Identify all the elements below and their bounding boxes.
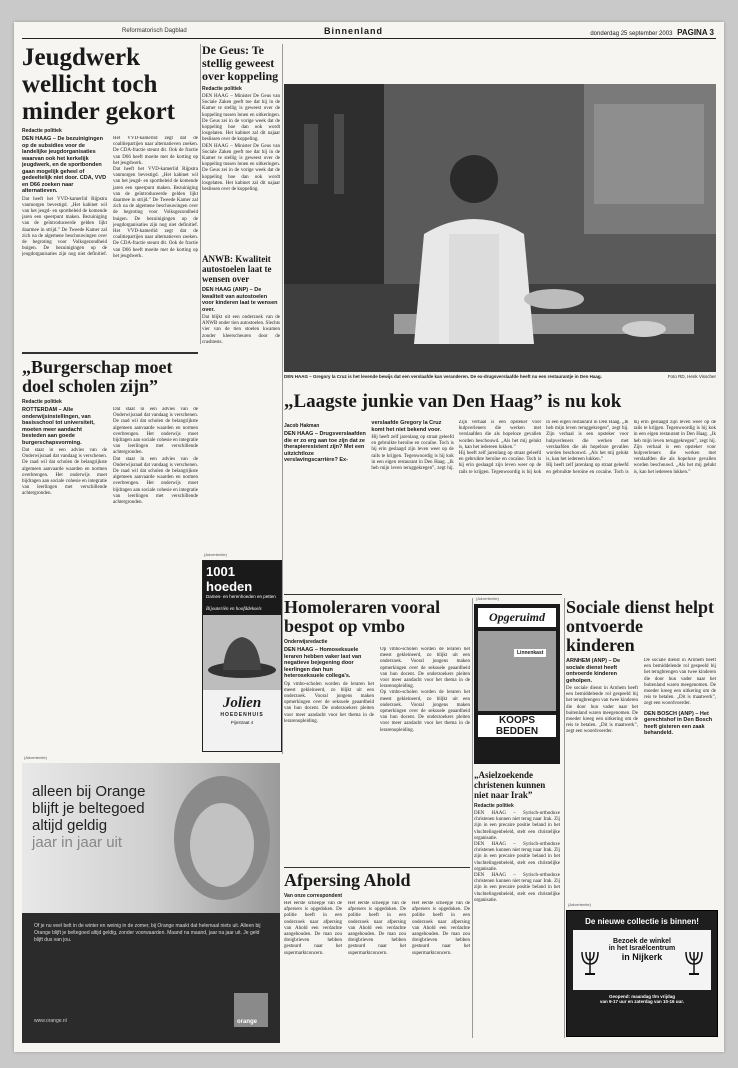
collection-ad-line3: in Nijkerk	[621, 952, 663, 962]
article-lead: DEN HAAG – Homoseksuele leraren hebben vaker last van negatieve bejegening door leerlingen dan hun heteroseksuele collega's.	[284, 647, 362, 679]
ad-tag: (Advertentie)	[204, 552, 227, 557]
cabinet-icon	[478, 631, 556, 711]
newspaper-page	[14, 22, 724, 1052]
menorah-icon	[579, 946, 601, 976]
orange-ad[interactable]	[22, 763, 280, 1043]
article-afpersing	[284, 871, 470, 1041]
article-byline: DEN HAAG (ANP) – De kwaliteit van autostoelen voor kinderen laat te wensen over.	[202, 287, 278, 313]
article-lead: DEN HAAG – De bezuinigingen op de subsidies voor de landelijke jeugdorganisaties waarvan ook het kerkelijk jeugdwerk, en de sportbonden gaan mogelijk geheel of gedeeltelijk niet door. CDA, VVD en D66 zoeken naar alternatieven.	[22, 136, 107, 194]
photo-credit: Foto RD, Henk Visscher	[667, 374, 716, 379]
chef-photo-illustration	[284, 84, 716, 372]
article-text: De sociale dienst in Arnhem heeft een bemiddelende rol gespeeld bij het terugbrengen van twee kinderen die door hun vader naar het buitenland waren meegenomen. De moeder kreeg een uitkering om de reis te betalen. „Dit is maatwerk”, zegt een woordvoerder.	[566, 686, 638, 735]
article-homoleraren	[284, 598, 470, 863]
article-text: Dat heeft het VVD-kamerlid Rijpstra vanmorgen bevestigd. „Het kabinet wil van het jeugd- en sportbeleid de komende jaren een speerpunt maken. Bezuiniging van de geïntroduceerde gelden lijkt daarmee in strijd.” De Tweede Kamer zal zich na de algemene beschouwingen over de begroting voor Volksgezondheid buigen. De bezuinigingen op de jeugdorganisaties zijn nog niet definitief. Het VVD-kamerlid zegt dat de coalitiepartijen naar alternatieven zoeken. De CDA-fractie steunt dit. Ook de fractie van D66 heeft moeite met de korting op het jeugdwerk.	[22, 136, 198, 258]
hats-ad-brand: Jolien	[222, 695, 262, 711]
article-byline: Jacob Hakman	[284, 423, 320, 429]
article-byline: Onderwijsredactie	[284, 639, 328, 645]
article-byline: Van onze correspondent	[284, 893, 343, 899]
orange-ad-line4: jaar in jaar uit	[32, 834, 123, 851]
orange-ad-line2: blijft je beltegoed	[32, 800, 145, 817]
collection-ad-line2: in het Israëlcentrum	[608, 945, 676, 952]
article-title: „Asielzoekende christenen kunnen niet naar Irak”	[474, 770, 546, 800]
article-title: De Geus: Te stellig geweest over koppeling	[202, 44, 279, 83]
column-rule	[200, 44, 201, 344]
article-burgerschap	[22, 358, 198, 750]
orange-ad-headline	[32, 783, 145, 851]
collection-ad-line1: Bezoek de winkel	[613, 938, 671, 945]
article-jeugdwerk	[22, 44, 198, 344]
article-title: Sociale dienst helpt ontvoerde kinderen	[566, 598, 715, 655]
article-text-continued: De sociale dienst in Arnhem heeft een bemiddelende rol gespeeld bij het terugbrengen van twee kinderen die door hun vader naar het buitenland waren meegenomen. De moeder kreeg een uitkering om de reis te betalen. „Dit is maatwerk”, zegt een woordvoerder.	[644, 658, 716, 707]
orange-ad-line3: altijd geldig	[32, 817, 108, 834]
date-text: donderdag 25 september 2003	[590, 31, 673, 37]
article-sociale-dienst	[566, 598, 716, 898]
collection-ad-title: De nieuwe collectie is binnen!	[585, 917, 699, 926]
article-body	[22, 136, 198, 341]
article-lead: ROTTERDAM – Alle onderwijsinstellingen, van basisschool tot universiteit, moeten meer aandacht besteden aan goede burgerschapsvorming.	[22, 407, 95, 446]
orange-logo	[234, 993, 268, 1027]
article-byline: Redactie politiek	[22, 128, 62, 134]
article-text-continued-2: Hij heeft zelf jarenlang op straat geleefd en gebruikte heroïne en cocaïne. Toch is hij erin geslaagd zijn leven weer op de rails te krijgen. Tegenwoordig is hij kok in een eigen restaurant in Den Haag. „Ik heb mijn leven teruggekregen”, zegt hij. Zijn verhaal is een opsteker voor hulpverleners die werken met verslaafden die als hopeloze gevallen worden beschouwd. „Als het mij gelukt is, kan het iedereen lukken.”	[546, 420, 716, 475]
article-text-continued: DEN HAAG – Syrisch-orthodoxe christenen kunnen niet terug naar Irak. Zij zijn in een precaire positie beland in het vluchtelingenbeleid, stelt een christelijke organisatie.	[474, 842, 560, 872]
article-text: Het eerste scheepje van de afpersers is opgedoken. De politie heeft in een onderzoek naar afpersing van Ahold een verdachte aangehouden. De man zou dreigbrieven hebben gestuurd naar het supermarktconcern.	[284, 901, 342, 956]
header-date	[590, 28, 714, 37]
article-byline: Redactie politiek	[22, 399, 62, 405]
book-ad-label: Linnenkast	[514, 649, 546, 657]
article-body	[284, 647, 470, 857]
article-de-geus	[202, 44, 280, 249]
menorah-icon	[683, 946, 705, 976]
article-laagste-junkie	[284, 420, 716, 588]
column-rule	[282, 44, 283, 754]
chef-photo	[284, 84, 716, 372]
article-text: Hij heeft zelf jarenlang op straat geleefd en gebruikte heroïne en cocaïne. Toch is hij erin geslaagd zijn leven weer op de rails te krijgen. Tegenwoordig is hij kok in een eigen restaurant in Den Haag. „Ik heb mijn leven teruggekregen”, zegt hij. Zijn verhaal is een opsteker voor hulpverleners die werken met verslaafden die als hopeloze gevallen worden beschouwd. „Als het mij gelukt is, kan het iedereen lukken.”	[371, 420, 542, 472]
section-title: Binnenland	[324, 26, 383, 36]
article-text: DEN HAAG – Minister De Geus van Sociale Zaken geeft toe dat hij in de Kamer te stellig is geweest over de koppeling tussen lonen en uitkeringen. De Geus zei in de vorige week dat de koppeling hoe dan ook wordt losgelaten. Het kabinet zal dit najaar beslissen over de koppeling.	[202, 94, 280, 143]
hats-ad-banner	[203, 561, 281, 615]
ad-tag: (Advertentie)	[568, 902, 591, 907]
column-rule	[472, 598, 473, 1038]
collection-ad-panel	[573, 930, 711, 990]
article-text-continued-2: Het eerste scheepje van de afpersers is opgedoken. De politie heeft in een onderzoek naar afpersing van Ahold een verdachte aangehouden. De man zou dreigbrieven hebben gestuurd naar het supermarktconcern.	[412, 901, 470, 956]
book-ad-brand2: KOOPS BEDDEN	[478, 715, 556, 737]
article-byline: Redactie politiek	[474, 803, 514, 809]
ad-tag: (Advertentie)	[476, 596, 499, 601]
article-body	[284, 901, 470, 1041]
collection-ad-hours2: van 9-17 uur en zaterdag van 10-16 uur.	[599, 999, 685, 1004]
article-body	[22, 407, 198, 747]
section-divider	[22, 352, 198, 354]
article-text: Dat staat in een advies van de Onderwijsraad dat vandaag is verschenen. De raad wil dat scholen de belangrijkste algemeen aanvaarde waarden en normen overbrengen. Het onderwijs moet bijdragen aan sociale cohesie en integratie van leerlingen met verschillende achtergronden.	[22, 448, 107, 497]
article-title: Homoleraren vooral bespot op vmbo	[284, 598, 441, 636]
article-text-continued-2: Op vmbo-scholen worden de leraren het meest gekleineerd, zo blijkt uit een onderzoek. Vooral jongens maken opmerkingen over de seksuele geaardheid van hun docent. De onderzoekers pleiten voor meer aandacht voor het thema in de lerarenopleiding.	[380, 690, 470, 733]
section-divider	[284, 594, 562, 595]
collection-ad-hours: Geopend: maandag t/m vrijdag	[608, 994, 675, 999]
article-text-continued: Hij heeft zelf jarenlang op straat geleefd en gebruikte heroïne en cocaïne. Toch is hij erin geslaagd zijn leven weer op de rails te krijgen. Tegenwoordig is hij kok in een eigen restaurant in Den Haag. „Ik heb mijn leven teruggekregen”, zegt hij. Zijn verhaal is een opsteker voor hulpverleners die werken met verslaafden die als hopeloze gevallen worden beschouwd. „Als het mij gelukt is, kan het iedereen lukken.”	[458, 420, 629, 475]
column-rule	[564, 598, 565, 1038]
hat-icon	[203, 615, 281, 690]
hats-ad-address: Pijnstraat 4	[230, 720, 254, 725]
article-text-continued: Het eerste scheepje van de afpersers is opgedoken. De politie heeft in een onderzoek naar afpersing van Ahold een verdachte aangehouden. De man zou dreigbrieven hebben gestuurd naar het supermarktconcern.	[348, 901, 406, 956]
article-text-continued: Op vmbo-scholen worden de leraren het meest gekleineerd, zo blijkt uit een onderzoek. Vooral jongens maken opmerkingen over de seksuele geaardheid van hun docent. De onderzoekers pleiten voor meer aandacht voor het thema in de lerarenopleiding.	[380, 647, 470, 690]
article-asielzoekende	[474, 770, 560, 1040]
header-rule	[22, 38, 716, 39]
article-body	[566, 658, 716, 898]
article-text-continued: Dat heeft het VVD-kamerlid Rijpstra vanmorgen bevestigd. „Het kabinet wil van het jeugd- en sportbeleid de komende jaren een speerpunt maken. Bezuiniging van de geïntroduceerde gelden lijkt daarmee in strijd.” De Tweede Kamer zal zich na de algemene beschouwingen over de begroting voor Volksgezondheid buigen. De bezuinigingen op de jeugdorganisaties zijn nog niet definitief. Het VVD-kamerlid zegt dat de coalitiepartijen naar alternatieven zoeken. De CDA-fractie steunt dit. Ook de fractie van D66 heeft moeite met de korting op het jeugdwerk.	[113, 167, 198, 259]
article-text-continued-2: Dat staat in een advies van de Onderwijsraad dat vandaag is verschenen. De raad wil dat scholen de belangrijkste algemeen aanvaarde waarden en normen overbrengen. Het onderwijs moet bijdragen aan sociale cohesie en integratie van leerlingen met verschillende achtergronden.	[113, 456, 198, 506]
section-divider	[284, 867, 470, 868]
article-title: „Burgerschap moet doel scholen zijn”	[22, 358, 173, 396]
orange-logo-text: orange	[237, 1019, 258, 1025]
article-title: „Laagste junkie van Den Haag” is nu kok	[284, 391, 622, 412]
article-text: DEN HAAG – Syrisch-orthodoxe christenen kunnen niet terug naar Irak. Zij zijn in een precaire positie beland in het vluchtelingenbeleid, stelt een christelijke organisatie.	[474, 811, 560, 841]
hats-ad[interactable]	[202, 560, 282, 752]
hats-ad-sub2: Bijouteriën en hoofddeksels	[206, 607, 262, 612]
caption-text: DEN HAAG – Gregory la Cruz is het levende bewijs dat een verslaafde kan veranderen. De ex-drugsverslaafde heeft nu een restaurantje in Den Haag.	[284, 374, 602, 379]
koops-bedden-ad[interactable]	[474, 604, 560, 764]
page-number: PAGINA 3	[677, 28, 714, 37]
article-title: Jeugdwerk wellicht toch minder gekort	[22, 44, 175, 125]
hats-ad-title: 1001 hoeden	[206, 564, 253, 594]
orange-ad-line1: alleen bij Orange	[32, 783, 146, 800]
article-extra: DEN BOSCH (ANP) – Het gerechtshof in Den Bosch heeft gisteren een zaak behandeld.	[644, 710, 713, 737]
hats-ad-brand-sub: HOEDENHUIS	[220, 712, 264, 718]
article-text-continued-2: DEN HAAG – Syrisch-orthodoxe christenen kunnen niet terug naar Irak. Zij zijn in een precaire positie beland in het vluchtelingenbeleid, stelt een christelijke organisatie.	[474, 873, 560, 903]
israelcentrum-ad[interactable]	[566, 910, 718, 1037]
orange-ad-url[interactable]: www.orange.nl	[34, 1018, 67, 1024]
hats-ad-sub: Dames- en herenhoeden en petten	[206, 594, 276, 599]
orange-ad-small: Of je nu veel belt in de winter en weinig in de zomer, bij Orange maakt dat helemaal niets uit. Alleen bij Orange blijft je beltegoed altijd geldig, zonder voorwaarden. Maand na maand, jaar na jaar uit. Je geld blijft dus van jou.	[34, 923, 261, 943]
article-text-continued: DEN HAAG – Minister De Geus van Sociale Zaken geeft toe dat hij in de Kamer te stellig is geweest over de koppeling tussen lonen en uitkeringen. De Geus zei in de vorige week dat de koppeling hoe dan ook wordt losgelaten. Het kabinet zal dit najaar beslissen over de koppeling.	[202, 143, 280, 193]
article-text-continued: Dat staat in een advies van de Onderwijsraad dat vandaag is verschenen. De raad wil dat scholen de belangrijkste algemeen aanvaarde waarden en normen overbrengen. Het onderwijs moet bijdragen aan sociale cohesie en integratie van leerlingen met verschillende achtergronden.	[113, 407, 198, 456]
article-byline: Redactie politiek	[202, 86, 242, 92]
article-text: Op vmbo-scholen worden de leraren het meest gekleineerd, zo blijkt uit een onderzoek. Vooral jongens maken opmerkingen over de seksuele geaardheid van hun docent. De onderzoekers pleiten voor meer aandacht voor het thema in de lerarenopleiding.	[284, 681, 374, 724]
article-text: Dat blijkt uit een onderzoek van de ANWB onder tien autostoelen. Slechts vier van de tien stoelen kwamen zonder kleerscheuren door de crashtests.	[202, 315, 280, 345]
article-title: Afpersing Ahold	[284, 871, 411, 890]
article-anwb	[202, 254, 280, 349]
paper-name: Reformatorisch Dagblad	[122, 28, 187, 34]
ad-tag: (Advertentie)	[24, 755, 47, 760]
article-byline: ARNHEM (ANP) – De sociale dienst heeft ontvoerde kinderen geholpen.	[566, 658, 621, 684]
book-ad-brand: Opgeruimd	[478, 608, 556, 627]
article-lead: DEN HAAG – Drugsverslaafden die er zo erg aan toe zijn dat ze therapieresistent zijn? Met een uitzichtloze verslavingscarrière? Ex-verslaafde Gregory la Cruz komt het niet bekend voor.	[284, 420, 442, 463]
photo-caption	[284, 374, 716, 380]
article-title: ANWB: Kwaliteit autostoelen laat te wensen over	[202, 254, 272, 284]
